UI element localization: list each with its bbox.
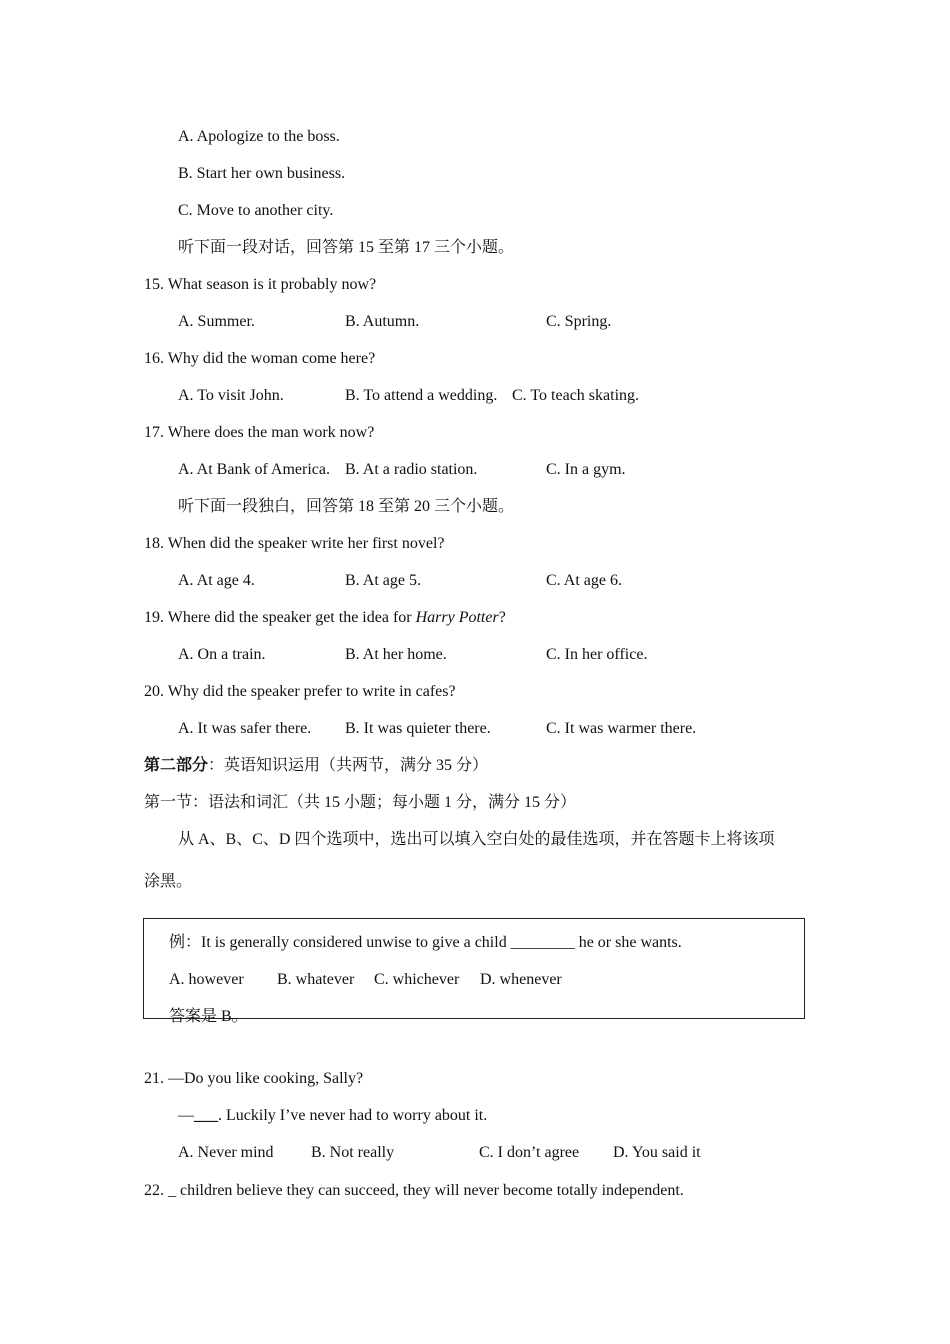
q18-option-a: A. At age 4.	[178, 572, 255, 589]
part2-title-bold: 第二部分	[144, 757, 209, 774]
q21-option-a: A. Never mind	[178, 1144, 274, 1161]
q15-option-a: A. Summer.	[178, 313, 255, 330]
q18-option-b: B. At age 5.	[345, 572, 421, 589]
example-option-b: B. whatever	[277, 971, 355, 988]
q17-stem: 17. Where does the man work now?	[144, 424, 375, 441]
q21-option-b: B. Not really	[311, 1144, 395, 1161]
example-option-c: C. whichever	[374, 971, 460, 988]
q20-option-a: A. It was safer there.	[178, 720, 312, 737]
q17-option-b: B. At a radio station.	[345, 461, 478, 478]
q19-stem-text: 19. Where did the speaker get the idea for	[144, 609, 416, 626]
q19-stem	[144, 608, 506, 628]
q19-option-c: C. In her office.	[546, 646, 648, 663]
q20-option-b: B. It was quieter there.	[345, 720, 491, 737]
q14-option-c: C. Move to another city.	[178, 202, 334, 219]
part2-title-rest: ：英语知识运用（共两节，满分 35 分）	[208, 757, 489, 774]
q19-option-b: B. At her home.	[345, 646, 447, 663]
q21-option-c: C. I don’t agree	[479, 1144, 580, 1161]
q20-stem: 20. Why did the speaker prefer to write in cafes?	[144, 683, 456, 700]
instruction-15-17: 听下面一段对话，回答第 15 至第 17 三个小题。	[178, 239, 515, 256]
q16-option-c: C. To teach skating.	[512, 387, 640, 404]
q22-stem: 22. _ children believe they can succeed, they will never become totally independent.	[144, 1182, 684, 1199]
example-sentence: 例：It is generally considered unwise to give a child ________ he or she wants.	[169, 934, 682, 951]
q18-option-c: C. At age 6.	[546, 572, 622, 589]
q21-stem: 21. —Do you like cooking, Sally?	[144, 1070, 364, 1087]
q16-option-b: B. To attend a wedding.	[345, 387, 498, 404]
q16-option-a: A. To visit John.	[178, 387, 284, 404]
section1-instruction-line1: 从 A、B、C、D 四个选项中，选出可以填入空白处的最佳选项，并在答题卡上将该项	[178, 831, 775, 848]
q21-reply-dash: —	[178, 1107, 194, 1124]
q14-option-a: A. Apologize to the boss.	[178, 128, 340, 145]
q20-option-c: C. It was warmer there.	[546, 720, 697, 737]
instruction-18-20: 听下面一段独白，回答第 18 至第 20 三个小题。	[178, 498, 515, 515]
q15-option-b: B. Autumn.	[345, 313, 420, 330]
q21-reply-text: . Luckily I’ve never had to worry about it.	[218, 1107, 488, 1124]
section1-instruction-line2: 涂黑。	[144, 873, 193, 890]
example-option-d: D. whenever	[480, 971, 562, 988]
q21-reply	[178, 1106, 487, 1126]
q19-question-mark: ?	[498, 609, 506, 626]
q21-option-d: D. You said it	[613, 1144, 701, 1161]
part2-title	[144, 756, 488, 776]
section1-title: 第一节：语法和词汇（共 15 小题；每小题 1 分，满分 15 分）	[144, 794, 577, 811]
q14-option-b: B. Start her own business.	[178, 165, 346, 182]
q18-stem: 18. When did the speaker write her first novel?	[144, 535, 445, 552]
q15-stem: 15. What season is it probably now?	[144, 276, 377, 293]
example-answer: 答案是 B。	[169, 1008, 248, 1025]
q15-option-c: C. Spring.	[546, 313, 612, 330]
q21-blank: ___	[194, 1107, 218, 1124]
q16-stem: 16. Why did the woman come here?	[144, 350, 376, 367]
q17-option-a: A. At Bank of America.	[178, 461, 330, 478]
q19-option-a: A. On a train.	[178, 646, 266, 663]
example-option-a: A. however	[169, 971, 244, 988]
q17-option-c: C. In a gym.	[546, 461, 626, 478]
q19-book-title: Harry Potter	[415, 609, 499, 626]
